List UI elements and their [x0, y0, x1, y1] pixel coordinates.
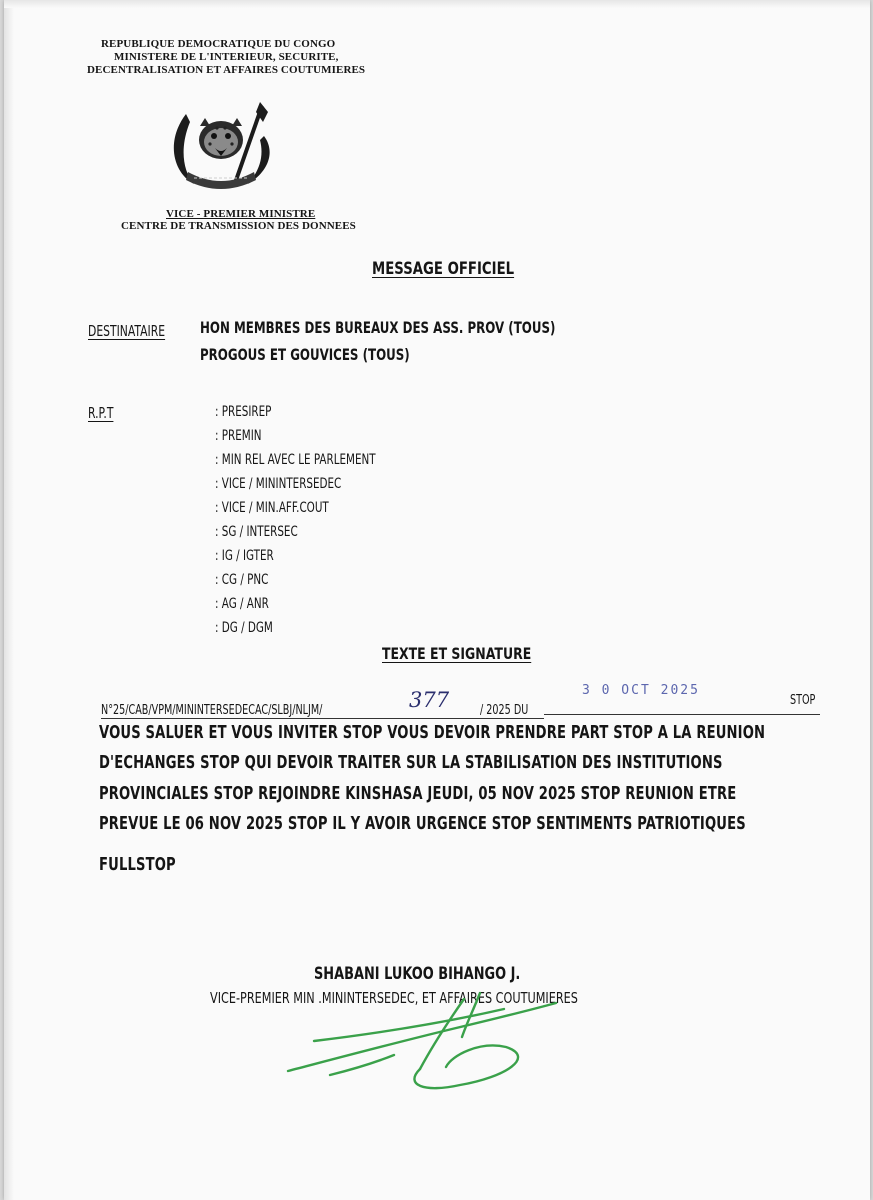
recipient-line-2: PROGOUS ET GOUVICES (TOUS)	[200, 345, 410, 364]
reference-underline	[544, 714, 820, 715]
date-stamp: 3 0 OCT 2025	[582, 683, 700, 698]
reference-prefix: N°25/CAB/VPM/MININTERSEDECAC/SLBJ/NLJM/	[101, 703, 323, 718]
recipient-line-1: HON MEMBRES DES BUREAUX DES ASS. PROV (TOUS)	[200, 318, 556, 337]
section-title: TEXTE ET SIGNATURE	[382, 644, 532, 663]
copies-item: : PREMIN	[215, 428, 262, 444]
header-office-line1: VICE - PREMIER MINISTRE	[166, 208, 316, 220]
recipient-label: DESTINATAIRE	[88, 322, 166, 340]
copies-item: : AG / ANR	[215, 596, 269, 612]
copies-item: : DG / DGM	[215, 620, 273, 636]
copies-item: : VICE / MININTERSEDEC	[215, 476, 342, 492]
copies-label: R.P.T	[88, 404, 114, 422]
handwritten-signature	[274, 985, 574, 1095]
copies-item: : CG / PNC	[215, 572, 269, 588]
header-republic: REPUBLIQUE DEMOCRATIQUE DU CONGO	[101, 38, 336, 50]
header-office-line2: CENTRE DE TRANSMISSION DES DONNEES	[121, 220, 356, 232]
document-page	[4, 0, 870, 1200]
message-body-line: VOUS SALUER ET VOUS INVITER STOP VOUS DEVOIR PRENDRE PART STOP A LA REUNION	[99, 722, 766, 743]
reference-stop: STOP	[790, 693, 816, 708]
dr-congo-coat-of-arms-icon	[164, 100, 278, 194]
page-shadow-edge	[4, 0, 14, 1200]
reference-underline	[101, 718, 544, 719]
copies-item: : VICE / MIN.AFF.COUT	[215, 500, 329, 516]
message-body-line: PREVUE LE 06 NOV 2025 STOP IL Y AVOIR URGENCE STOP SENTIMENTS PATRIOTIQUES	[99, 813, 746, 834]
message-body-line: PROVINCIALES STOP REJOINDRE KINSHASA JEUDI, 05 NOV 2025 STOP REUNION ETRE	[99, 783, 737, 804]
reference-year: / 2025 DU	[480, 703, 529, 718]
message-body-line: FULLSTOP	[99, 854, 176, 875]
header-ministry-line2: DECENTRALISATION ET AFFAIRES COUTUMIERES	[87, 64, 366, 76]
signatory-title: VICE-PREMIER MIN .MININTERSEDEC, ET AFFAIRES COUTUMIERES	[210, 989, 578, 1007]
copies-item: : PRESIREP	[215, 404, 272, 420]
signatory-name: SHABANI LUKOO BIHANGO J.	[314, 964, 521, 984]
header-ministry-line1: MINISTERE DE L'INTERIEUR, SECURITE,	[114, 51, 339, 63]
copies-item: : IG / IGTER	[215, 548, 274, 564]
message-body-line: D'ECHANGES STOP QUI DEVOIR TRAITER SUR LA STABILISATION DES INSTITUTIONS	[99, 752, 723, 773]
message-title: MESSAGE OFFICIEL	[372, 259, 515, 279]
copies-item: : MIN REL AVEC LE PARLEMENT	[215, 452, 376, 468]
copies-item: : SG / INTERSEC	[215, 524, 298, 540]
handwritten-reference-number: 377	[409, 688, 450, 712]
page-shadow-edge-top	[4, 0, 870, 8]
